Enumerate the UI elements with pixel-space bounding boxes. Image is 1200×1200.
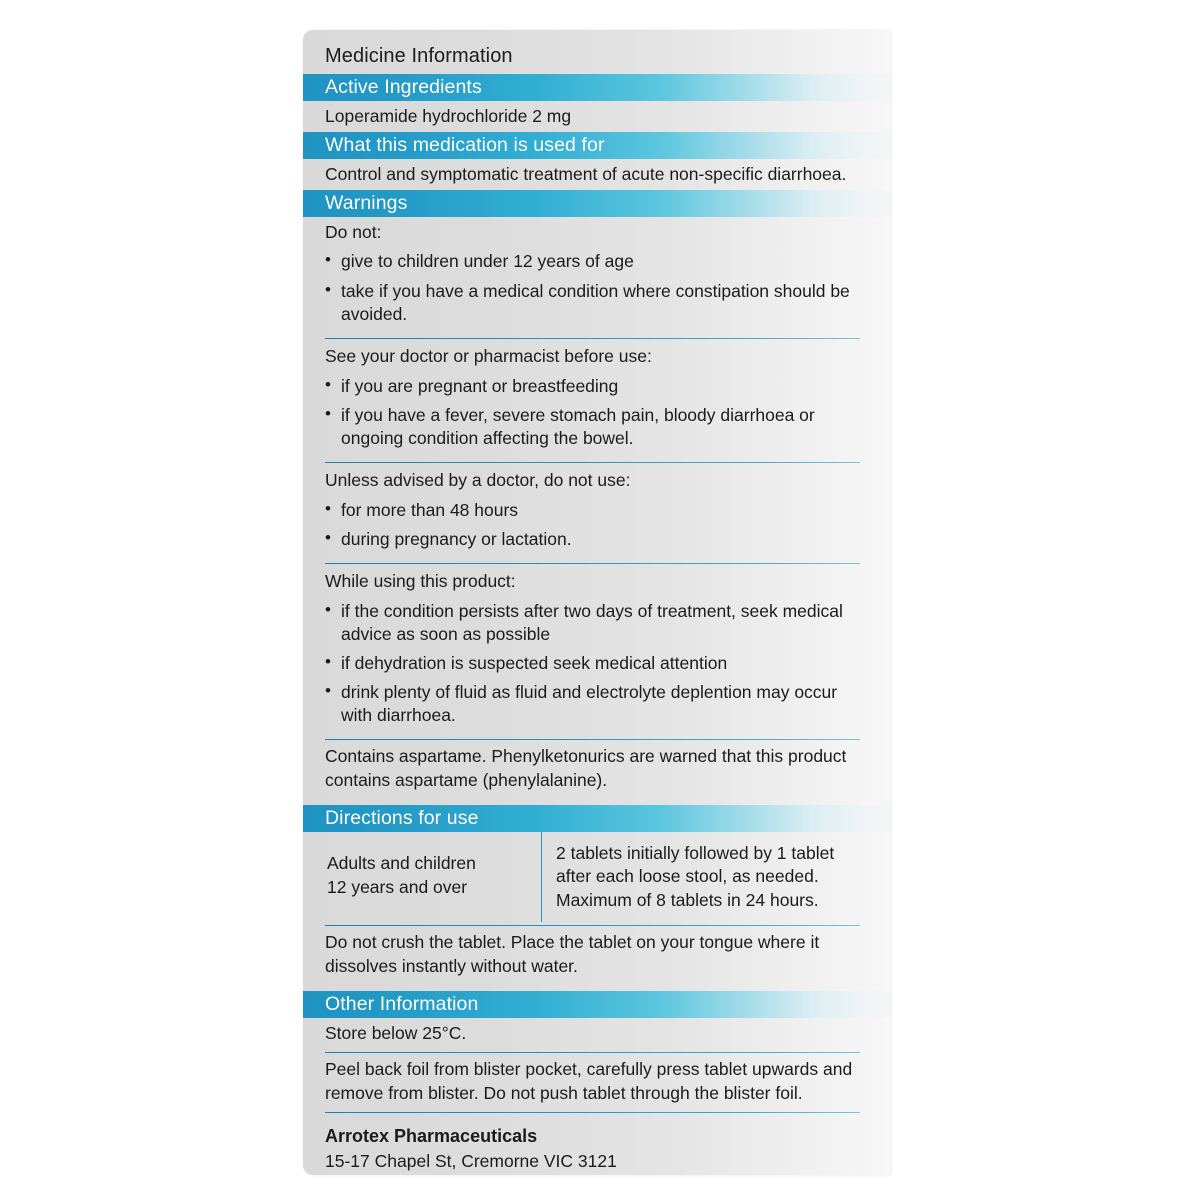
section-divider — [325, 1052, 860, 1054]
warning-bullet-list — [303, 250, 890, 334]
section-divider — [325, 338, 860, 340]
section-divider — [325, 925, 860, 927]
manufacturer-name: Arrotex Pharmaceuticals — [325, 1126, 538, 1147]
storage-text: Store below 25°C. — [325, 1022, 467, 1043]
indications-text: Control and symptomatic treatment of acute non-specific diarrhoea. — [325, 164, 847, 185]
warning-bullet: • during pregnancy or lactation. — [325, 528, 860, 551]
directions-note-text: Do not crush the tablet. Place the tablet on your tongue where it dissolves instantly without water. — [325, 932, 820, 976]
blister-instructions-text: Peel back foil from blister pocket, carefully press tablet upwards and remove from blister. Do not push tablet through the blister foil. — [325, 1059, 853, 1103]
warning-group-lead: Do not: — [325, 222, 382, 243]
warning-bullet: • if dehydration is suspected seek medical attention — [325, 652, 860, 675]
warning-bullet: • if you have a fever, severe stomach pain, bloody diarrhoea or ongoing condition affecting the bowel. — [325, 404, 860, 450]
section-header-directions: Directions for use — [303, 805, 890, 832]
page-title: Medicine Information — [325, 45, 513, 67]
aspartame-warning-text: Contains aspartame. Phenylketonurics are warned that this product contains aspartame (phenylalanine). — [325, 746, 847, 790]
warning-bullet: • take if you have a medical condition where constipation should be avoided. — [325, 280, 860, 326]
warning-bullet: • if you are pregnant or breastfeeding — [325, 375, 860, 398]
section-divider — [325, 462, 860, 464]
medicine-information-card — [303, 30, 890, 1175]
dosage-group-line-1: Adults and children — [327, 853, 476, 873]
manufacturer-address: 15-17 Chapel St, Cremorne VIC 3121 — [325, 1150, 617, 1171]
warning-bullet-list — [303, 499, 890, 560]
warning-group-lead: Unless advised by a doctor, do not use: — [325, 470, 631, 491]
dosage-group-cell — [325, 832, 542, 922]
warning-group-lead: While using this product: — [325, 571, 516, 592]
active-ingredients-text: Loperamide hydrochloride 2 mg — [325, 106, 572, 126]
warning-bullet: • give to children under 12 years of age — [325, 250, 860, 273]
warning-bullet: • drink plenty of fluid as fluid and electrolyte deplention may occur with diarrhoea. — [325, 681, 860, 727]
section-header-indications: What this medication is used for — [303, 132, 890, 159]
section-header-active-ingredients: Active Ingredients — [303, 74, 890, 101]
section-divider — [325, 563, 860, 565]
section-divider — [325, 1112, 860, 1114]
section-header-other-information: Other Information — [303, 991, 890, 1018]
dosage-group-line-2: 12 years and over — [327, 876, 468, 897]
dosage-table — [325, 832, 860, 922]
warning-bullet-list — [303, 600, 890, 736]
dosage-instructions-cell: 2 tablets initially followed by 1 tablet after each loose stool, as needed. Maximum of 8 tablets in 24 hours. — [556, 843, 835, 910]
warning-bullet: • for more than 48 hours — [325, 499, 860, 522]
section-header-warnings: Warnings — [303, 190, 890, 217]
warning-group-lead: See your doctor or pharmacist before use: — [325, 346, 652, 367]
warning-bullet: • if the condition persists after two days of treatment, seek medical advice as soon as possible — [325, 600, 860, 646]
section-divider — [325, 739, 860, 741]
warning-bullet-list — [303, 375, 890, 459]
